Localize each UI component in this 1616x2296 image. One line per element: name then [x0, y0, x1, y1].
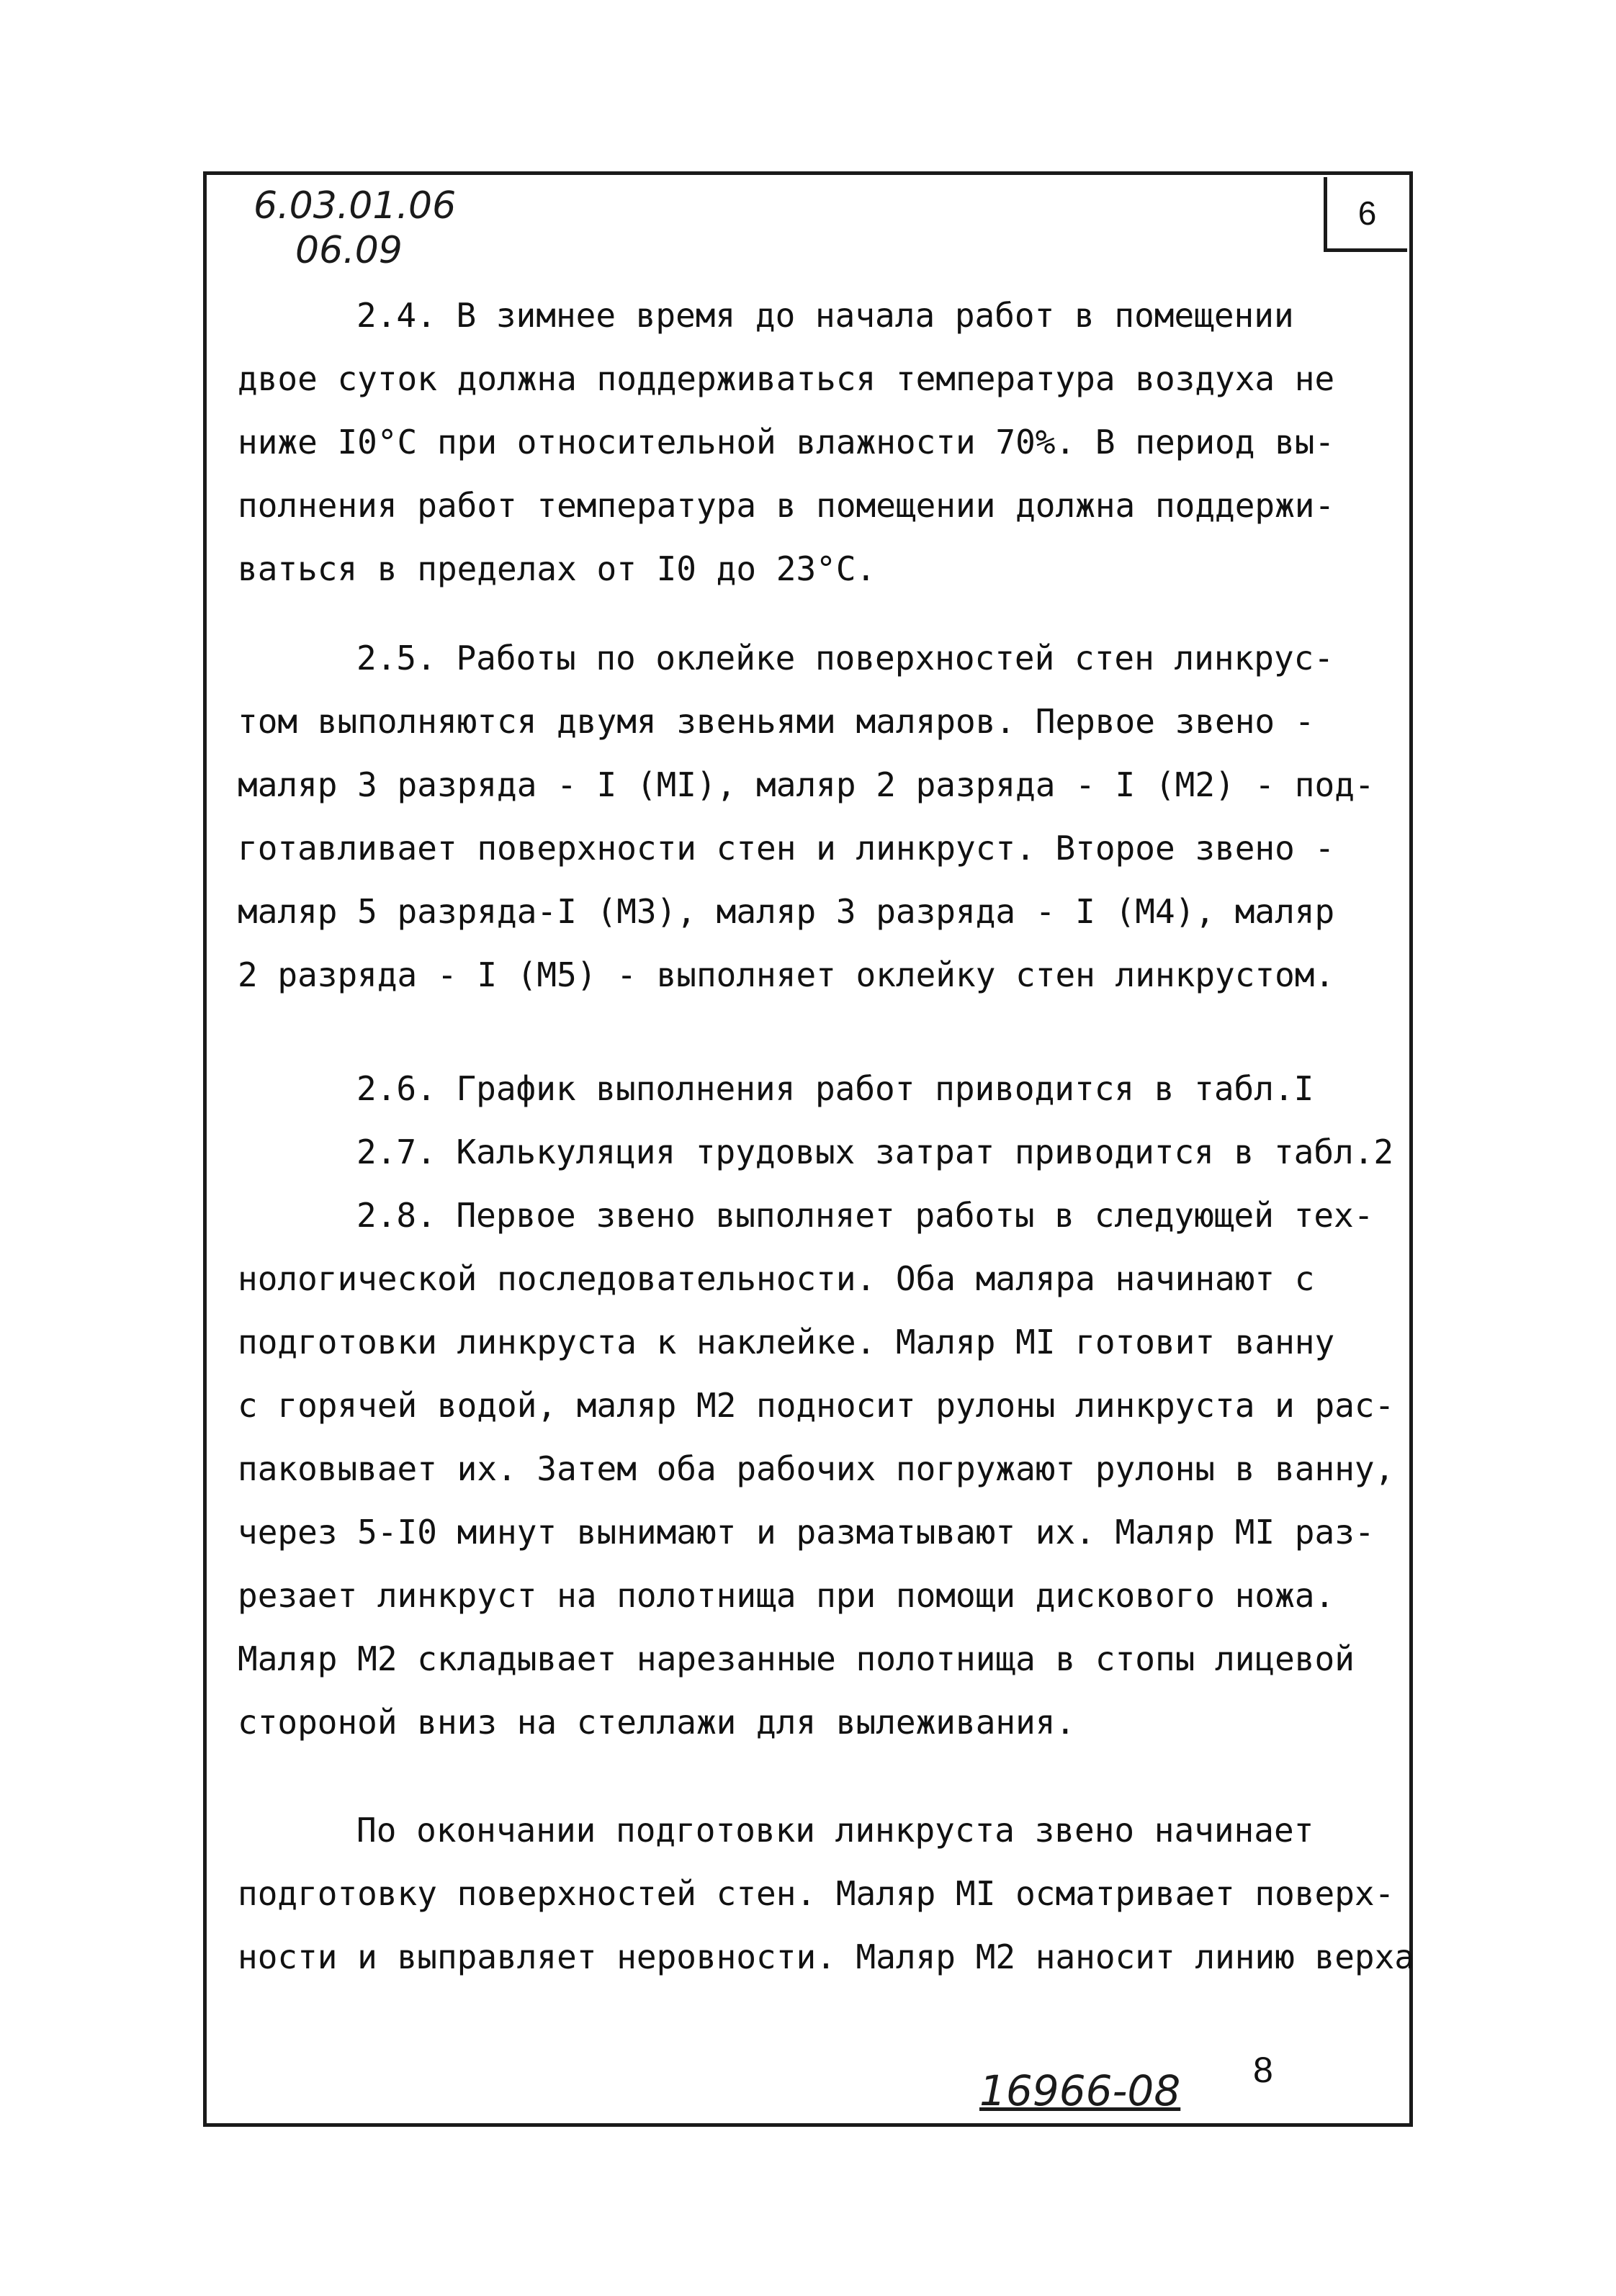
text-line: Маляр М2 складывает нарезанные полотнища в стопы лицевой	[238, 1639, 1355, 1678]
paragraph-2-7: 2.7. Калькуляция трудовых затрат приводится в табл.2	[356, 1133, 1394, 1171]
text-line: маляр 3 разряда - I (МI), маляр 2 разряда - I (М2) - под-	[238, 765, 1375, 804]
paragraph-2-4	[238, 284, 1397, 600]
paragraph-2-5	[238, 626, 1397, 1007]
text-line: ности и выправляет неровности. Маляр М2 наносит линию верха	[238, 1937, 1414, 1976]
text-line: ниже I0°С при относительной влажности 70%. В период вы-	[238, 423, 1335, 462]
text-line: том выполняются двумя звеньями маляров. Первое звено -	[238, 702, 1315, 741]
text-line: подготовку поверхностей стен. Маляр МI осматривает поверх-	[238, 1874, 1395, 1913]
handwritten-doc-number: 16966-08	[979, 2066, 1181, 2115]
text-line: По окончании подготовки линкруста звено начинает	[356, 1811, 1314, 1850]
paragraphs-2-6-to-2-8	[238, 1057, 1397, 1754]
handwritten-code-line2: 06.09	[295, 229, 403, 272]
text-line: с горячей водой, маляр М2 подносит рулоны линкруста и рас-	[238, 1386, 1395, 1425]
sheet-number: 8	[1253, 2050, 1273, 2090]
text-line: нологической последовательности. Оба маляра начинают с	[238, 1259, 1315, 1298]
text-line: готавливает поверхности стен и линкруст. Второе звено -	[238, 829, 1335, 868]
handwritten-code-line1: 6.03.01.06	[253, 184, 457, 228]
text-line: ваться в пределах от I0 до 23°С.	[238, 549, 876, 588]
text-line: резает линкруст на полотнища при помощи дискового ножа.	[238, 1576, 1335, 1615]
text-line: 2.8. Первое звено выполняет работы в следующей тех-	[356, 1196, 1374, 1235]
text-line: 2.5. Работы по оклейке поверхностей стен линкрус-	[356, 639, 1334, 677]
text-line: через 5-I0 минут вынимают и разматывают их. Маляр МI раз-	[238, 1513, 1375, 1552]
text-line: двое суток должна поддерживаться температура воздуха не	[238, 359, 1335, 398]
text-line: полнения работ температура в помещении должна поддержи-	[238, 486, 1335, 525]
page-number: 6	[1357, 194, 1377, 232]
text-line: стороной вниз на стеллажи для вылеживания.	[238, 1703, 1076, 1742]
paragraph-2-6: 2.6. График выполнения работ приводится в табл.I	[356, 1069, 1314, 1108]
paragraph-final	[238, 1798, 1414, 1989]
page-number-box	[1324, 177, 1407, 252]
text-line: маляр 5 разряда-I (М3), маляр 3 разряда - I (М4), маляр	[238, 892, 1335, 931]
text-line: паковывает их. Затем оба рабочих погружают рулоны в ванну,	[238, 1449, 1395, 1488]
text-line: подготовки линкруста к наклейке. Маляр МI готовит ванну	[238, 1323, 1335, 1361]
text-line: 2.4. В зимнее время до начала работ в помещении	[356, 296, 1294, 335]
text-line: 2 разряда - I (М5) - выполняет оклейку стен линкрустом.	[238, 955, 1335, 994]
